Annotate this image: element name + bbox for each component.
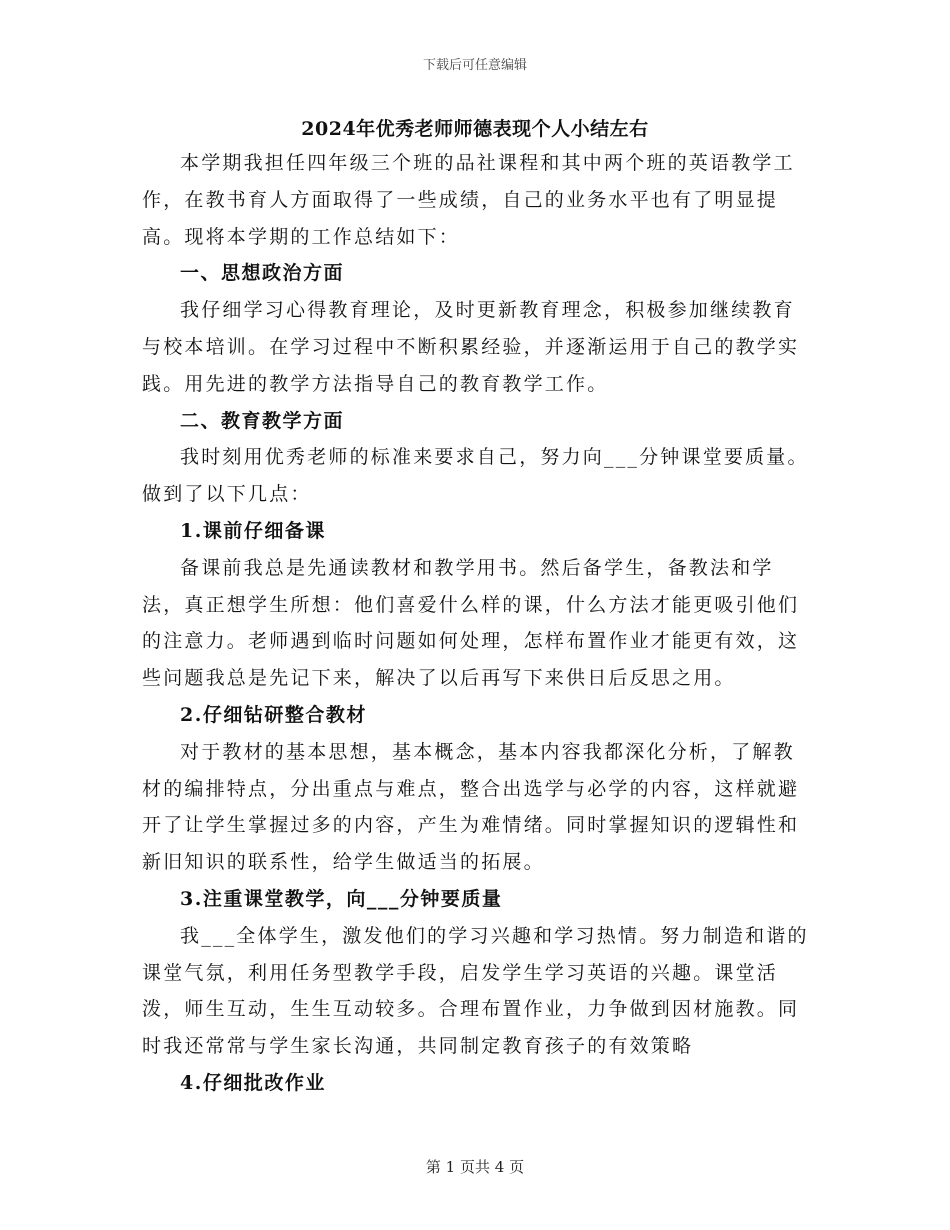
subsection-heading-homework: 4.仔细批改作业 — [180, 1071, 326, 1094]
page-footer: 第 1 页共 4 页 — [425, 1158, 525, 1176]
header-note: 下载后可任意编辑 — [422, 58, 527, 73]
subsection-paragraph-lesson-prep: 备课前我总是先通读教材和教学用书。然后备学生，备教法和学法，真正想学生所想：他们喜爱什么样的课，什么方法才能更吸引他们的注意力。老师遇到临时问题如何处理，怎样布置作业才能更有效，这些问题我总是先记下来，解决了以后再写下来供日后反思之用。 — [142, 556, 800, 690]
section-heading-teaching: 二、教育教学方面 — [180, 409, 345, 432]
intro-paragraph: 本学期我担任四年级三个班的品社课程和其中两个班的英语教学工作，在教书育人方面取得了一些成绩，自己的业务水平也有了明显提高。现将本学期的工作总结如下： — [142, 152, 795, 248]
document-body — [142, 145, 812, 1102]
section-paragraph-teaching: 我时刻用优秀老师的标准来要求自己，努力向___分钟课堂要质量。做到了以下几点： — [142, 446, 809, 506]
subsection-heading-lesson-prep: 1.课前仔细备课 — [180, 519, 326, 542]
section-heading-politics: 一、思想政治方面 — [180, 262, 345, 285]
subsection-paragraph-classroom: 我___全体学生，激发他们的学习兴趣和学习热情。努力制造和谐的课堂气氛，利用任务型教学手段，启发学生学习英语的兴趣。课堂活泼，师生互动，生生互动较多。合理布置作业，力争做到因材施教。同时我还常常与学生家长沟通，共同制定教育孩子的有效策略 — [142, 924, 809, 1058]
subsection-heading-textbook-study: 2.仔细钻研整合教材 — [180, 703, 367, 726]
subsection-heading-classroom: 3.注重课堂教学，向___分钟要质量 — [180, 887, 503, 910]
subsection-paragraph-textbook-study: 对于教材的基本思想，基本概念，基本内容我都深化分析，了解教材的编排特点，分出重点与难点，整合出选学与必学的内容，这样就避开了让学生掌握过多的内容，产生为难情绪。同时掌握知识的逻辑性和新旧知识的联系性，给学生做适当的拓展。 — [142, 740, 800, 874]
section-paragraph-politics: 我仔细学习心得教育理论，及时更新教育理念，积极参加继续教育与校本培训。在学习过程中不断积累经验，并逐渐运用于自己的教学实践。用先进的教学方法指导自己的教育教学工作。 — [142, 299, 800, 395]
document-title: 2024年优秀老师师德表现个人小结左右 — [301, 118, 649, 140]
